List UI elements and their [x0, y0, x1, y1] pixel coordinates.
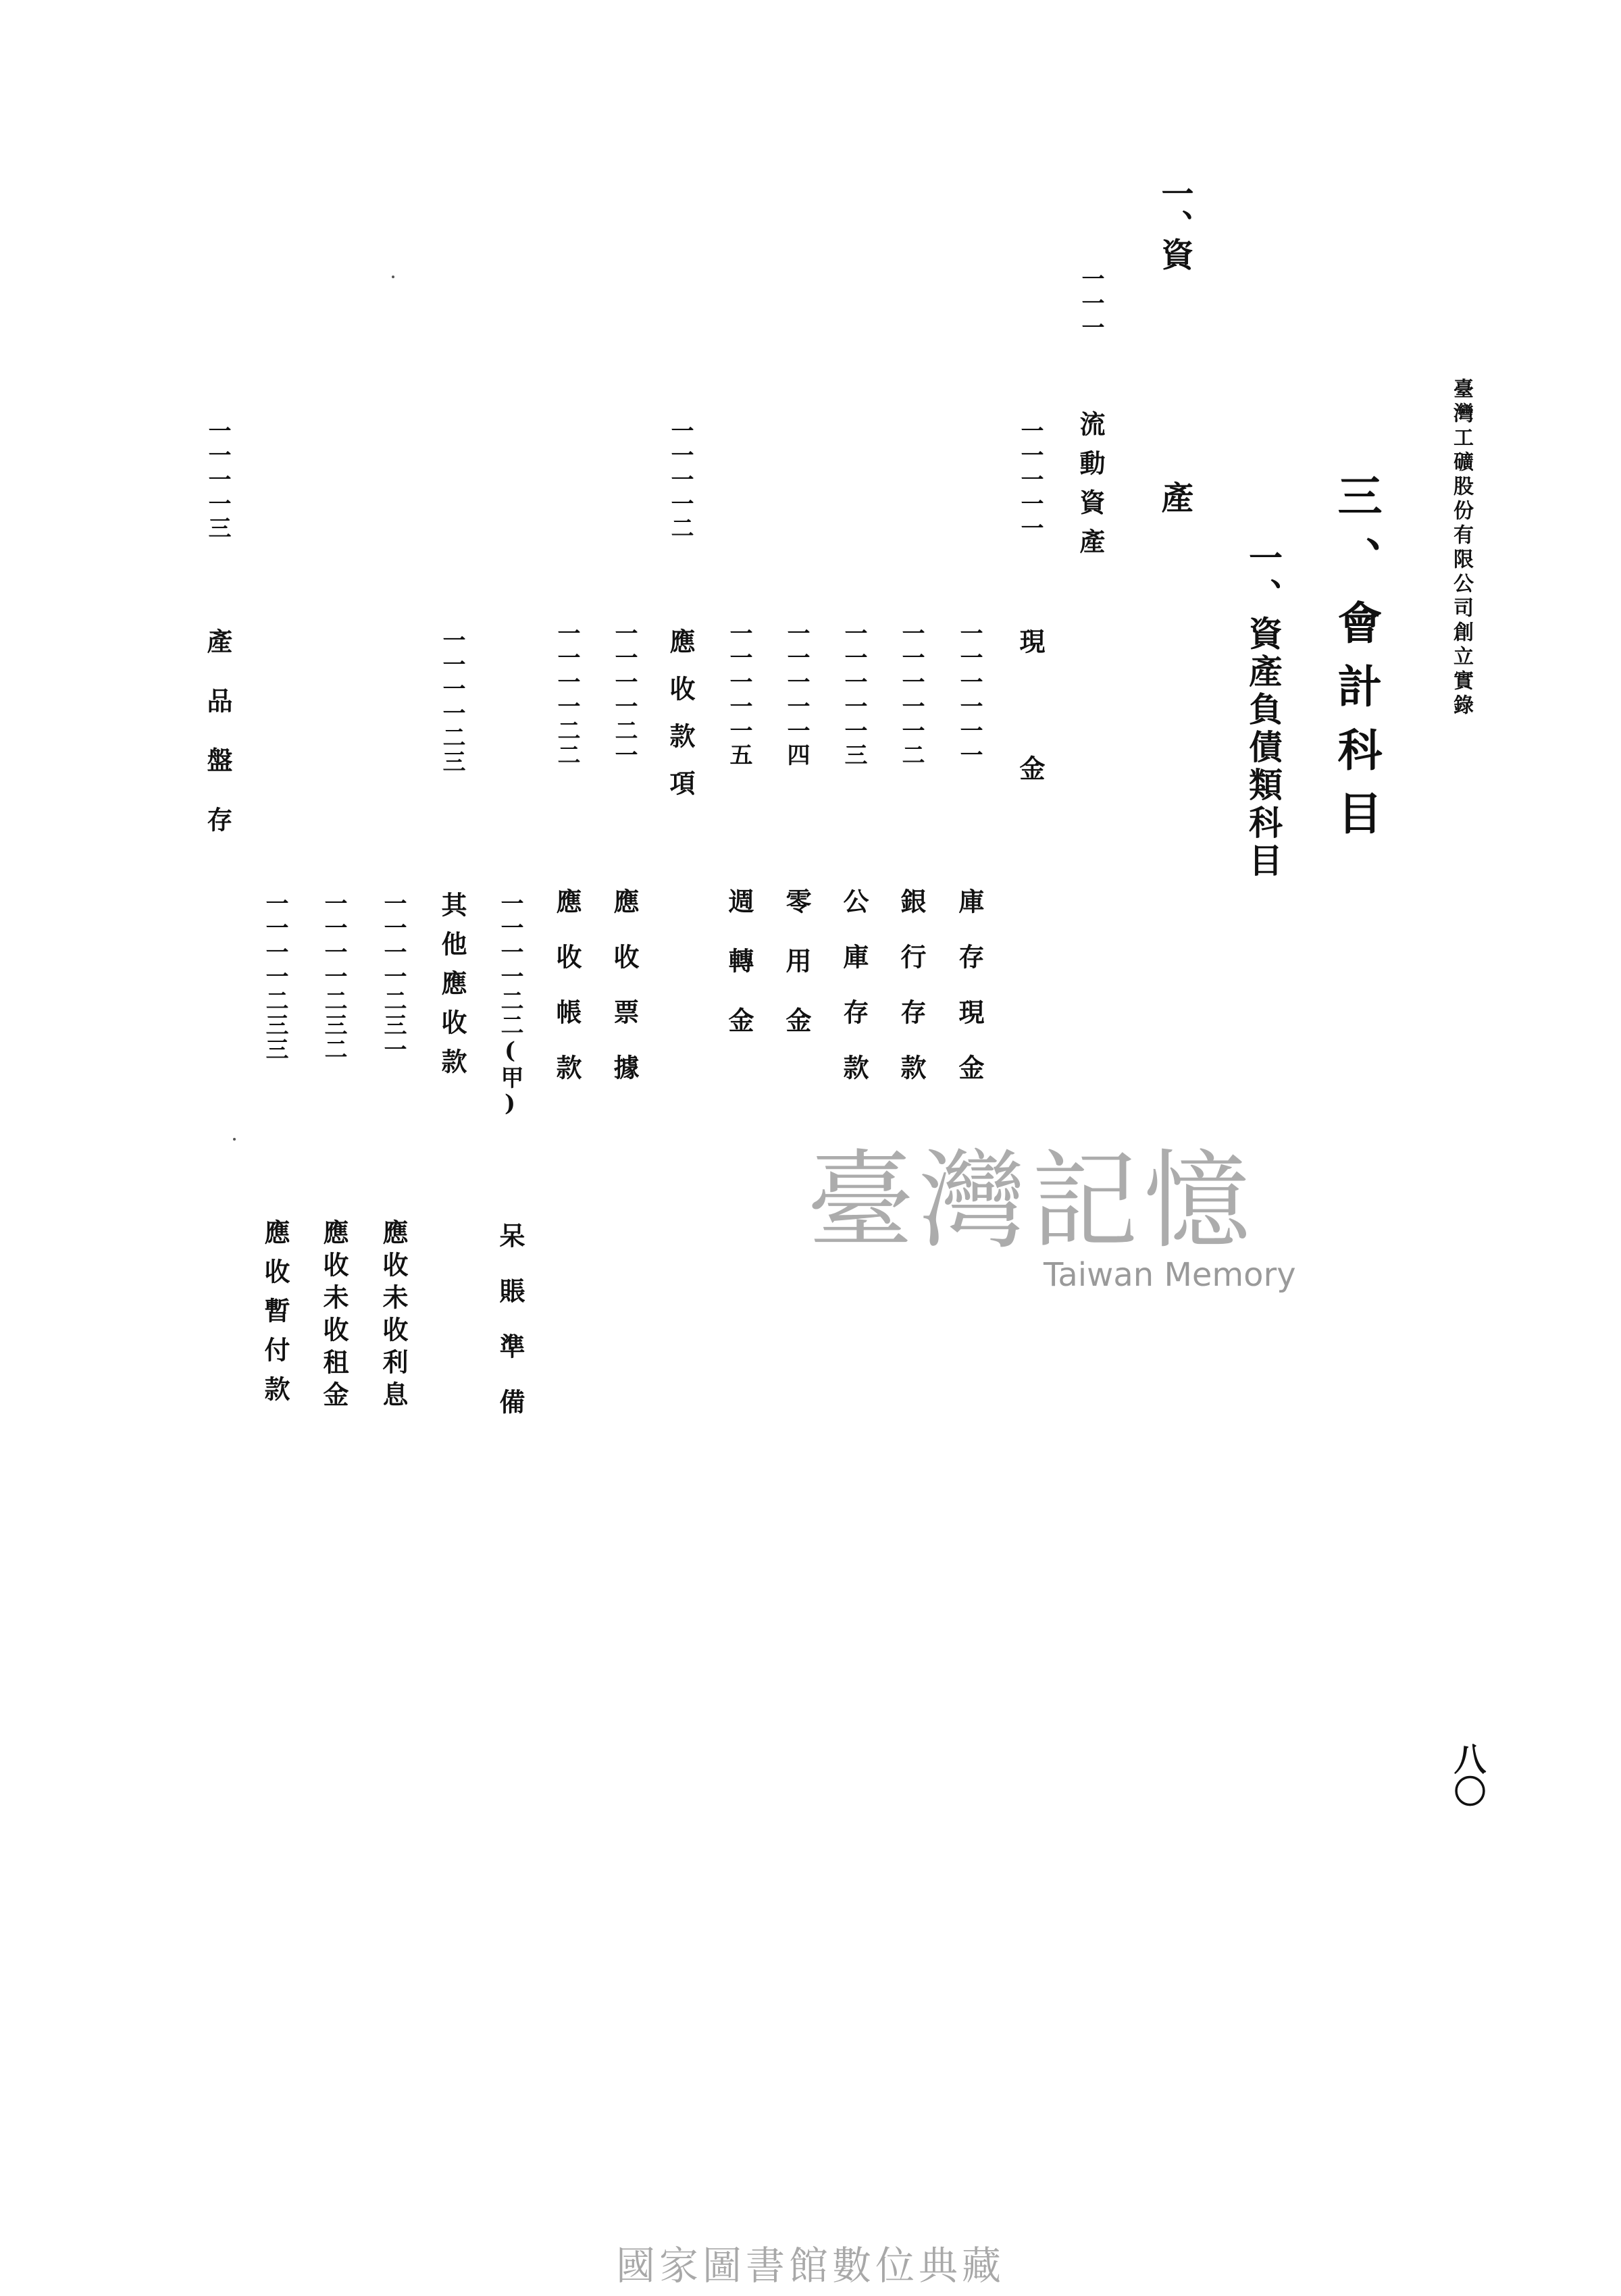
- account-name: 流動資產: [1075, 411, 1106, 567]
- running-header: 臺灣工礦股份有限公司創立實錄: [1449, 378, 1473, 719]
- account-name: 應收帳款: [552, 888, 582, 1110]
- account-name: 零用金: [781, 888, 812, 1066]
- account-code: 一一一一一三: [840, 621, 867, 767]
- account-code: 一一一一二二: [553, 621, 580, 767]
- chapter-title: 三、會計科目: [1330, 473, 1383, 854]
- account-name: 其他應收款: [437, 891, 467, 1087]
- account-code: 一一一一二三三: [261, 891, 288, 1062]
- account-name: 應收暫付款: [260, 1219, 290, 1415]
- account-code: 一一一一一一: [956, 621, 983, 767]
- account-code: 一一一一二: [667, 419, 694, 540]
- account-name: 公庫存款: [839, 888, 869, 1110]
- account-name: 現金: [1015, 628, 1046, 882]
- watermark-english: Taiwan Memory: [1044, 1256, 1296, 1294]
- page-number: 八〇: [1448, 1742, 1486, 1807]
- account-name: 產品盤存: [203, 628, 233, 866]
- watermark-chinese: 臺灣記憶: [807, 1139, 1256, 1263]
- section-title: 一、資產負債類科目: [1243, 540, 1283, 881]
- account-name: 應收款項: [665, 628, 696, 817]
- group-number: 一、: [1156, 177, 1193, 242]
- account-code: 一一一一二三: [438, 628, 465, 774]
- account-code: 一一一一二三一: [380, 891, 407, 1062]
- account-code: 一一一一二二(甲): [496, 891, 523, 1118]
- print-speck: [233, 1138, 236, 1141]
- account-name: 應收未收租金: [319, 1219, 349, 1413]
- account-code: 一一一一二一: [611, 621, 638, 767]
- account-code: 一一一一一二: [898, 621, 925, 767]
- account-code: 一一一一一: [1017, 419, 1044, 540]
- footer-archive-label: 國家圖書館數位典藏: [615, 2243, 1005, 2289]
- account-code: 一一一一三: [204, 419, 231, 540]
- group-title: 資 產: [1156, 238, 1193, 602]
- account-code: 一一一一二三二: [320, 891, 347, 1062]
- account-name: 銀行存款: [896, 888, 927, 1110]
- account-name: 週轉金: [724, 888, 754, 1066]
- account-code: 一一一一一五: [725, 621, 752, 767]
- print-speck: [392, 276, 394, 278]
- account-name: 呆賬準備: [495, 1222, 525, 1444]
- account-name: 應收票據: [609, 888, 640, 1110]
- account-name: 應收未收利息: [378, 1219, 409, 1413]
- account-code: 一一一一一四: [783, 621, 810, 767]
- account-code: 一一一: [1077, 267, 1104, 340]
- account-name: 庫存現金: [954, 888, 985, 1110]
- watermark: [807, 1139, 1296, 1294]
